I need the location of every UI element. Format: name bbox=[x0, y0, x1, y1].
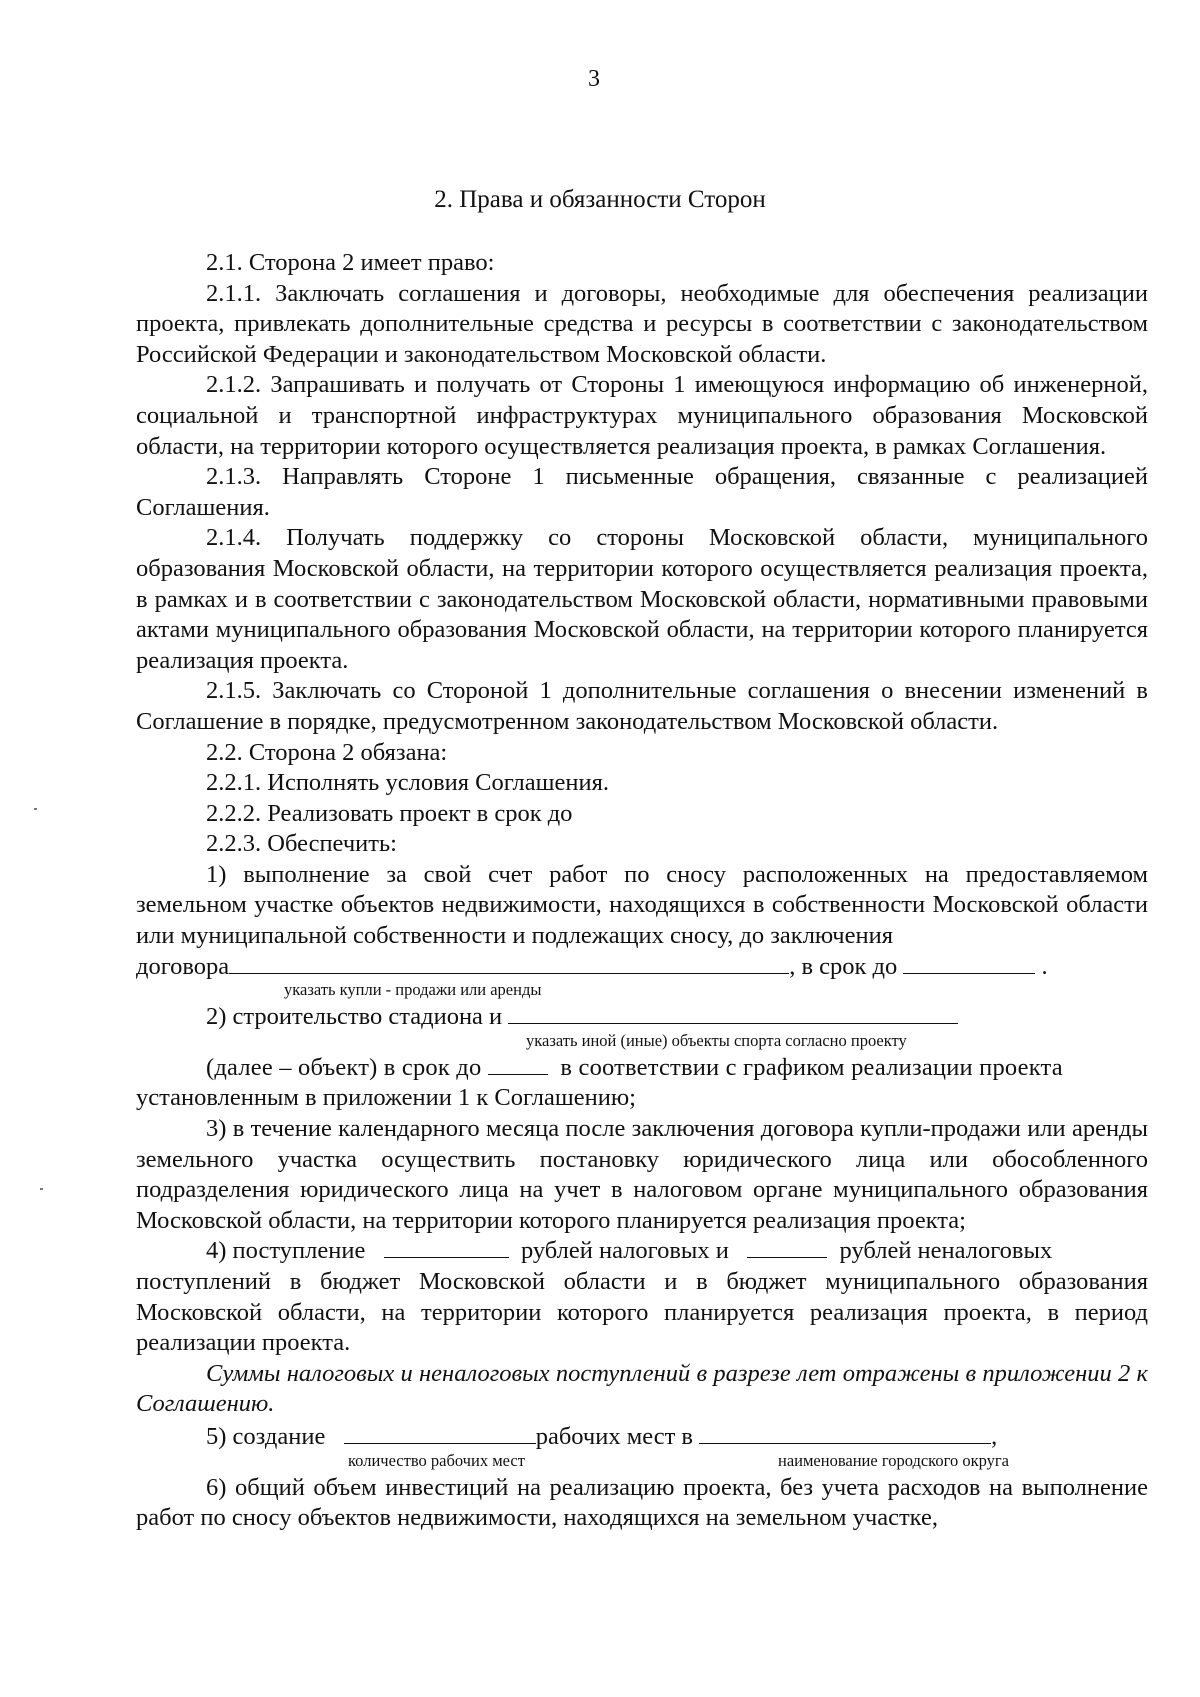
paragraph-2-1-5: 2.1.5. Заключать со Стороной 1 дополнительные соглашения о внесении изменений в Соглашение в порядке, предусмотренном законодательством Московской области. bbox=[136, 677, 1148, 735]
paragraph-2-1-2: 2.1.2. Запрашивать и получать от Стороны 1 имеющуюся информацию об инженерной, социальной и транспортной инфраструктурах муниципального образования Московской области, на территории которого осуществляется реализация проекта, в рамках Соглашения. bbox=[136, 371, 1148, 460]
item-4-text: поступлений в бюджет Московской области и в бюджет муниципального образования Московской области, на территории которого планируется реализация проекта, в период реализации проекта. bbox=[136, 1268, 1148, 1357]
item-1-end: . bbox=[1041, 952, 1048, 980]
scan-speck bbox=[34, 808, 37, 810]
city-district-blank bbox=[699, 1423, 991, 1444]
city-district-hint: наименование городского округа bbox=[778, 1450, 1009, 1470]
sport-objects-hint: указать иной (иные) объекты спорта согласно проекту bbox=[526, 1030, 907, 1050]
item-1-contract-line bbox=[136, 952, 1148, 983]
item-4-start: 4) поступление bbox=[206, 1237, 366, 1265]
object-deadline-blank bbox=[488, 1054, 548, 1075]
item-4-nontax-label: рублей неналоговых bbox=[839, 1237, 1053, 1265]
paragraph-2-1: 2.1. Сторона 2 имеет право: bbox=[206, 249, 495, 276]
paragraph-2-2-3: 2.2.3. Обеспечить: bbox=[206, 830, 397, 858]
contract-type-hint: указать купли - продажи или аренды bbox=[284, 980, 542, 1000]
tax-revenue-blank bbox=[384, 1237, 509, 1258]
item-5-line bbox=[136, 1422, 1148, 1453]
paragraph-2-1-1: 2.1.1. Заключать соглашения и договоры, необходимые для обеспечения реализации проекта, привлекать дополнительные средства и ресурсы в соответствии с законодательством Российской Федерации и законодательством Московской области. bbox=[136, 279, 1148, 368]
document-body bbox=[136, 248, 1148, 1534]
item-2-start: 2) строительство стадиона и bbox=[206, 1003, 503, 1031]
item-2-appendix: установленным в приложении 1 к Соглашению; bbox=[136, 1084, 636, 1112]
item-5-end: , bbox=[991, 1422, 998, 1450]
paragraph-2-2-2: 2.2.2. Реализовать проект в срок до bbox=[206, 799, 573, 827]
item-4-line bbox=[136, 1236, 1148, 1267]
paragraph-2-1-3: 2.1.3. Направлять Стороне 1 письменные обращения, связанные с реализацией Соглашения. bbox=[136, 463, 1148, 521]
item-2-continuation bbox=[136, 1053, 1148, 1084]
item-3-text: 3) в течение календарного месяца после заключения договора купли-продажи или аренды земельного участка осуществить постановку юридического лица или обособленного подразделения юридического лица на учет в налоговом органе муниципального образования Московской области, на территории которого планируется реализация проекта; bbox=[136, 1115, 1148, 1234]
item-5-jobs-label: рабочих мест в bbox=[535, 1422, 693, 1450]
item-1-text: 1) выполнение за свой счет работ по сносу расположенных на предоставляемом земельном участке объектов недвижимости, находящихся в собственности Московской области или муниципальной собственности и подлежащих сносу, до заключения bbox=[136, 860, 1148, 950]
item-2-line bbox=[136, 1002, 1148, 1033]
item-1-contract-word: договора bbox=[136, 952, 230, 980]
item-1-deadline-label: , в срок до bbox=[789, 952, 898, 980]
item-5-start: 5) создание bbox=[206, 1422, 326, 1450]
paragraph-2-1-4: 2.1.4. Получать поддержку со стороны Московской области, муниципального образования Московской области, на территории которого осуществляется реализация проекта, в рамках и в соответствии с законодательством Московской области, нормативными правовыми актами муниципального образования Московской области, на территории которого планируется реализация проекта. bbox=[136, 524, 1148, 674]
deadline-date-blank bbox=[903, 953, 1035, 974]
sport-objects-blank bbox=[508, 1003, 958, 1024]
item-6-text: 6) общий объем инвестиций на реализацию проекта, без учета расходов на выполнение работ по сносу объектов недвижимости, находящихся на земельном участке, bbox=[136, 1473, 1148, 1532]
item-4-tax-label: рублей налоговых и bbox=[520, 1237, 729, 1265]
nontax-revenue-blank bbox=[747, 1237, 827, 1258]
paragraph-2-2: 2.2. Сторона 2 обязана: bbox=[206, 738, 448, 766]
item-2-schedule-text: в соответствии с графиком реализации проекта bbox=[560, 1053, 1063, 1081]
paragraph-2-2-1: 2.2.1. Исполнять условия Соглашения. bbox=[206, 769, 609, 797]
jobs-count-blank bbox=[344, 1423, 536, 1444]
scan-speck bbox=[40, 1188, 43, 1190]
jobs-count-hint: количество рабочих мест bbox=[348, 1450, 525, 1470]
item-2-deadline-label: (далее – объект) в срок до bbox=[206, 1053, 482, 1081]
italic-note: Суммы налоговых и неналоговых поступлений в разрезе лет отражены в приложении 2 к Соглашению. bbox=[136, 1359, 1148, 1418]
section-title: 2. Права и обязанности Сторон bbox=[434, 186, 766, 213]
page-number: 3 bbox=[588, 66, 600, 92]
contract-type-blank bbox=[229, 953, 789, 974]
item-5-hints bbox=[136, 1450, 1148, 1471]
